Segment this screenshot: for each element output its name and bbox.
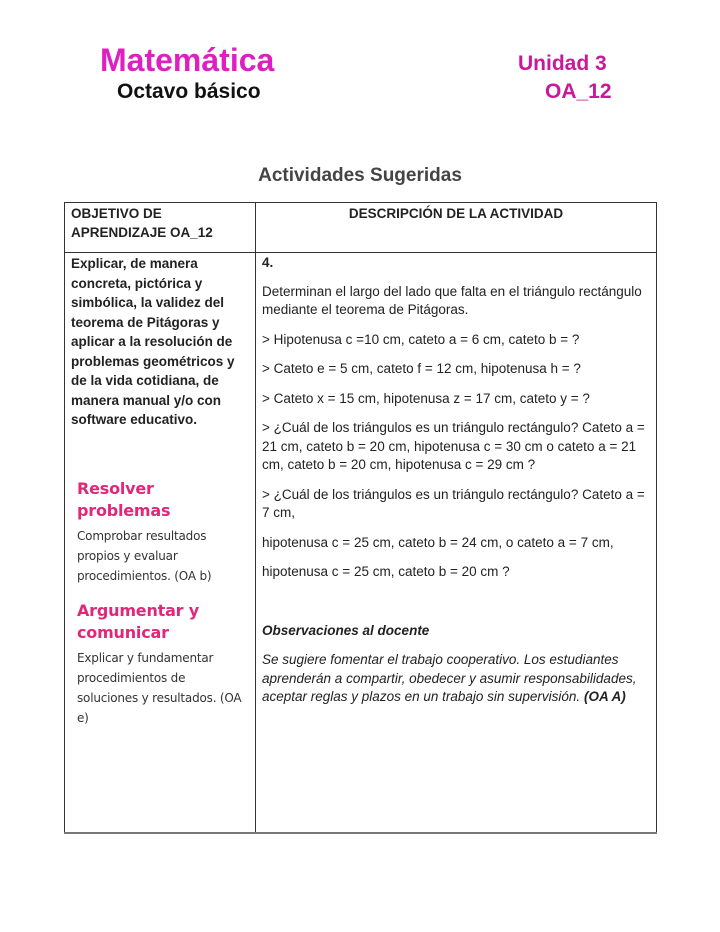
observations-body: Se sugiere fomentar el trabajo cooperativo. Los estudiantes aprenderán a compartir, obedecer y asumir responsabilidades, aceptar reglas y plazos en un trabajo sin supervisión. (262, 652, 637, 704)
skill-description: Comprobar resultados propios y evaluar procedimientos. (OA b) (77, 528, 212, 583)
activity-item: > ¿Cuál de los triángulos es un triángulo rectángulo? Cateto a = 21 cm, cateto b = 20 cm, hipotenusa c = 30 cm o cateto a = 21 cm, cateto b = 20 cm, hipotenusa c = 29 cm ? (262, 420, 645, 472)
observations-title: Observaciones al docente (262, 622, 430, 638)
skill-title: Argumentar y comunicar (77, 600, 199, 642)
activity-intro: Determinan el largo del lado que falta en el triángulo rectángulo mediante el teorema de Pitágoras. (262, 283, 642, 317)
grade-subtitle: Octavo básico (117, 80, 261, 103)
objective-cell (65, 253, 256, 834)
objective-header: OBJETIVO DE APRENDIZAJE OA_12 (65, 203, 256, 253)
skill-title: Resolver problemas (77, 478, 171, 520)
activity-item: > Cateto e = 5 cm, cateto f = 12 cm, hipotenusa h = ? (262, 361, 581, 376)
description-header: DESCRIPCIÓN DE LA ACTIVIDAD (256, 203, 657, 253)
objective-text: Explicar, de manera concreta, pictórica y simbólica, la validez del teorema de Pitágoras y aplicar a la resolución de problemas geométricos y de la vida cotidiana, de manera manual y/o con software educativo. (71, 256, 235, 427)
table-row (65, 253, 657, 834)
subject-title: Matemática (100, 42, 275, 78)
table-header-row (65, 203, 657, 253)
activity-item: > ¿Cuál de los triángulos es un triángulo rectángulo? Cateto a = 7 cm, (262, 486, 645, 520)
skill-resolver-problemas (77, 478, 249, 586)
observations-text (262, 651, 650, 707)
observations-ref: (OA A) (583, 689, 626, 704)
activity-item: hipotenusa c = 25 cm, cateto b = 20 cm ? (262, 564, 510, 579)
activity-table (64, 202, 657, 834)
activity-item: hipotenusa c = 25 cm, cateto b = 24 cm, o cateto a = 7 cm, (262, 534, 614, 550)
skill-argumentar-comunicar (77, 600, 249, 728)
oa-code-label: OA_12 (545, 80, 612, 103)
unit-label: Unidad 3 (518, 52, 607, 75)
activity-item: > Cateto x = 15 cm, hipotenusa z = 17 cm, cateto y = ? (262, 390, 590, 406)
description-cell (256, 253, 657, 834)
skill-description: Explicar y fundamentar procedimientos de soluciones y resultados. (OA e) (77, 650, 242, 725)
activity-item: > Hipotenusa c =10 cm, cateto a = 6 cm, cateto b = ? (262, 331, 580, 347)
section-title: Actividades Sugeridas (258, 165, 462, 186)
activity-number: 4. (262, 255, 274, 270)
